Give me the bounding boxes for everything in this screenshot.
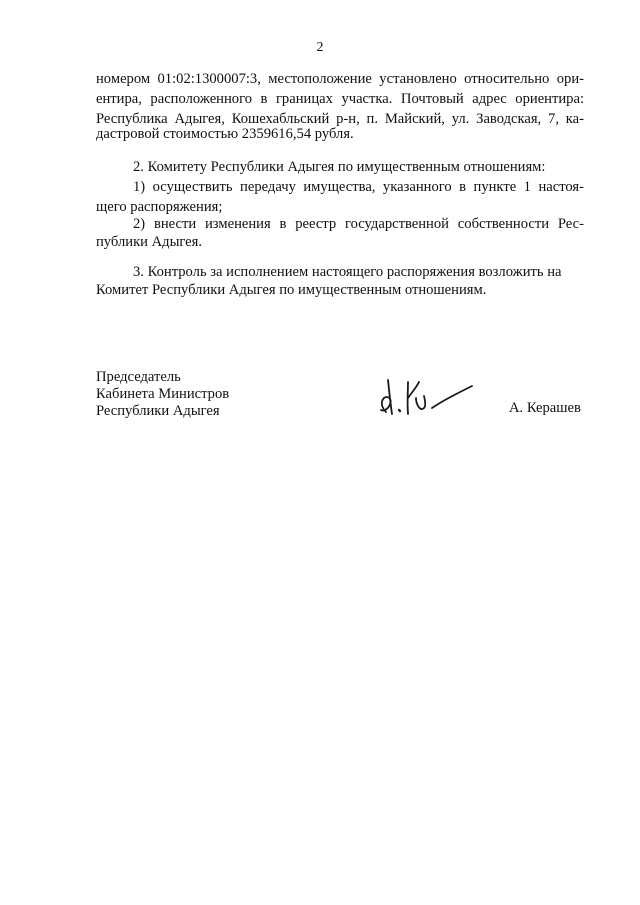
signatory-name: А. Керашев	[509, 400, 581, 416]
paragraph-line: Республика Адыгея, Кошехабльский р-н, п. Майский, ул. Заводская, 7, ка-	[96, 111, 584, 127]
paragraph-line: 1) осуществить передачу имущества, указанного в пункте 1 настоя-	[133, 179, 584, 195]
paragraph-line: 2. Комитету Республики Адыгея по имущественным отношениям:	[133, 159, 546, 175]
paragraph-line: щего распоряжения;	[96, 199, 223, 215]
page-number: 2	[316, 40, 324, 55]
paragraph-line: 2) внести изменения в реестр государственной собственности Рес-	[133, 216, 584, 232]
paragraph-line: публики Адыгея.	[96, 234, 203, 250]
paragraph-line: дастровой стоимостью 2359616,54 рубля.	[96, 126, 354, 142]
signatory-title-line: Председатель	[96, 369, 181, 385]
paragraph-line: ентира, расположенного в границах участка. Почтовый адрес ориентира:	[96, 91, 584, 107]
paragraph-line: Комитет Республики Адыгея по имущественным отношениям.	[96, 282, 487, 298]
paragraph-line: номером 01:02:1300007:3, местоположение установлено относительно ори-	[96, 71, 584, 87]
paragraph-line: 3. Контроль за исполнением настоящего распоряжения возложить на	[133, 264, 562, 280]
handwritten-signature	[372, 368, 482, 424]
signatory-title-line: Кабинета Министров	[96, 386, 230, 402]
signatory-title-line: Республики Адыгея	[96, 403, 220, 419]
